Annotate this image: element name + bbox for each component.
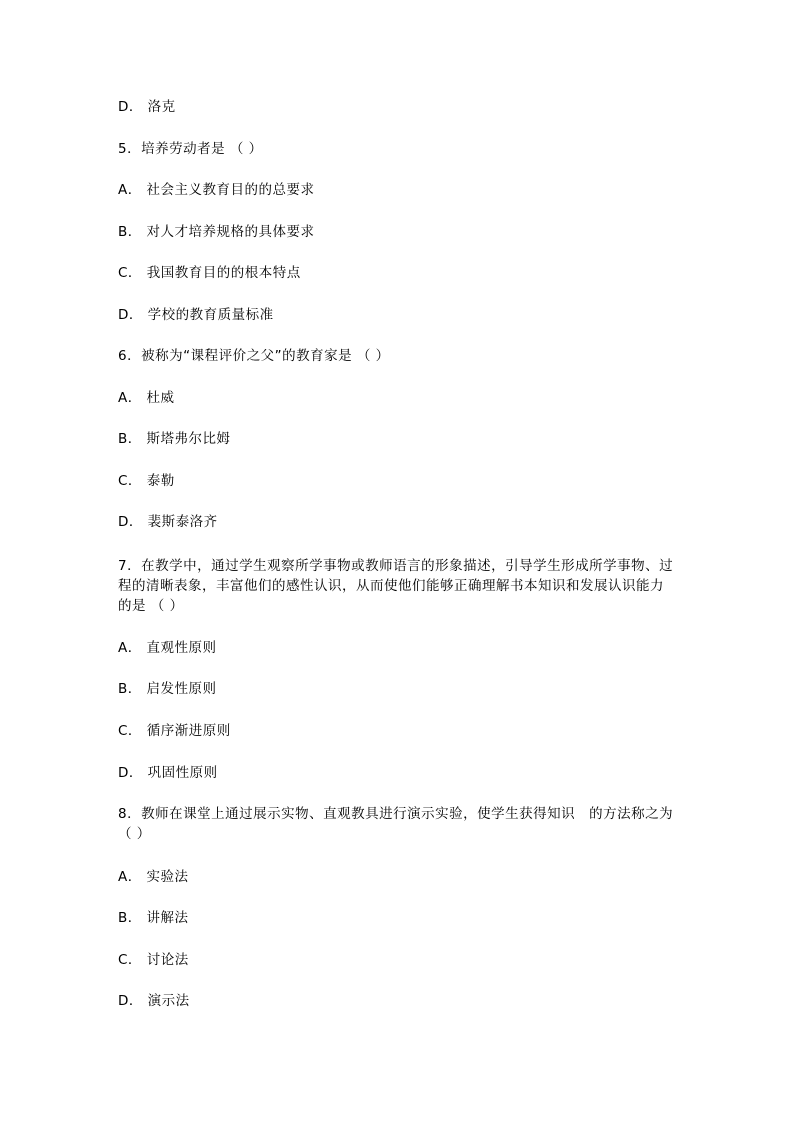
option-b-q5: B． 对人才培养规格的具体要求 xyxy=(118,224,315,240)
option-c-q6: C． 泰勒 xyxy=(118,473,175,489)
question-5: 5．培养劳动者是 （ ） xyxy=(118,141,263,157)
option-b-q6: B． 斯塔弗尔比姆 xyxy=(118,431,231,447)
question-6: 6．被称为“课程评价之父”的教育家是 （ ） xyxy=(118,348,390,364)
question-7-line-2: 程的清晰表象，丰富他们的感性认识，从而使他们能够正确理解书本知识和发展认识能力 xyxy=(118,578,664,594)
question-7-line-1: 7．在教学中，通过学生观察所学事物或教师语言的形象描述，引导学生形成所学事物、过 xyxy=(118,558,674,574)
option-a-q7: A． 直观性原则 xyxy=(118,640,217,656)
option-a-q5: A． 社会主义教育目的的总要求 xyxy=(118,182,315,198)
question-8-line-1: 8．教师在课堂上通过展示实物、直观教具进行演示实验，使学生获得知识 的方法称之为 xyxy=(118,806,674,822)
option-c-q7: C． 循序渐进原则 xyxy=(118,723,231,739)
option-b-q7: B． 启发性原则 xyxy=(118,681,217,697)
question-8-line-2: （ ） xyxy=(118,826,151,842)
option-a-q6: A． 杜威 xyxy=(118,390,175,406)
option-c-q5: C． 我国教育目的的根本特点 xyxy=(118,265,301,281)
option-d-q4: D． 洛克 xyxy=(118,99,176,115)
option-a-q8: A． 实验法 xyxy=(118,869,189,885)
option-d-q8: D． 演示法 xyxy=(118,993,190,1009)
option-d-q7: D． 巩固性原则 xyxy=(118,765,218,781)
option-d-q5: D． 学校的教育质量标准 xyxy=(118,307,274,323)
question-7-line-3: 的是 （ ） xyxy=(118,598,184,614)
option-d-q6: D． 裴斯泰洛齐 xyxy=(118,514,218,530)
option-b-q8: B． 讲解法 xyxy=(118,910,189,926)
option-c-q8: C． 讨论法 xyxy=(118,952,189,968)
